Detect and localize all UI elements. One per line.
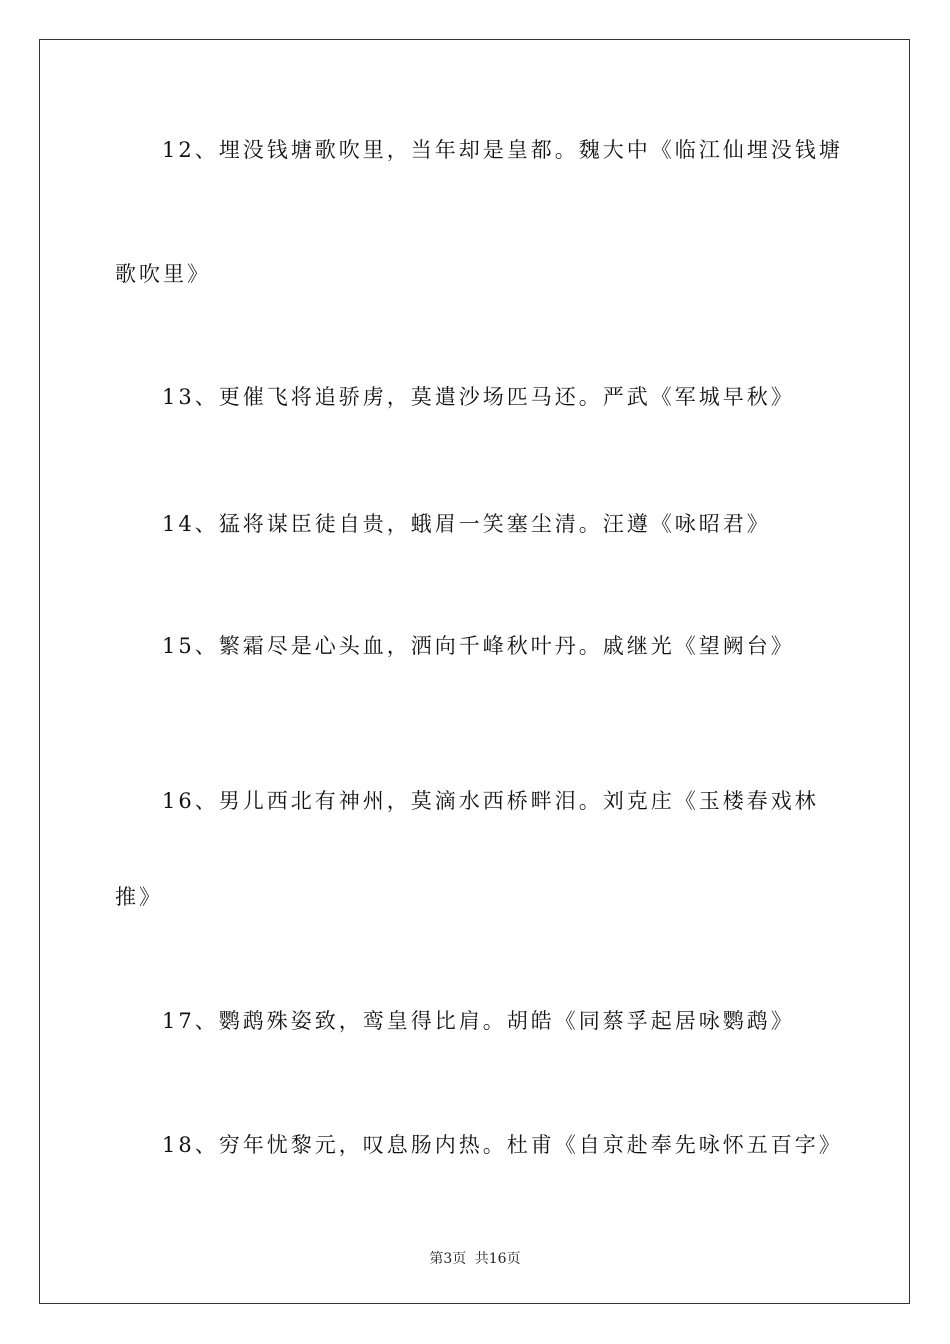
paragraph-13: 13、更催飞将追骄虏，莫遣沙场匹马还。严武《军城早秋》 xyxy=(162,385,795,409)
paragraph-17: 17、鹦鹉殊姿致，鸾皇得比肩。胡皓《同蔡孚起居咏鹦鹉》 xyxy=(162,1009,795,1033)
paragraph-16-line-1: 16、男儿西北有神州，莫滴水西桥畔泪。刘克庄《玉楼春戏林 xyxy=(162,789,819,813)
page-border xyxy=(39,39,910,1304)
paragraph-15: 15、繁霜尽是心头血，洒向千峰秋叶丹。戚继光《望阙台》 xyxy=(162,634,795,658)
paragraph-16-line-2: 推》 xyxy=(115,885,163,909)
page-number: 第3页 xyxy=(429,1251,467,1267)
paragraph-14: 14、猛将谋臣徒自贵，蛾眉一笑塞尘清。汪遵《咏昭君》 xyxy=(162,512,771,536)
paragraph-12-line-2: 歌吹里》 xyxy=(115,262,211,286)
page-footer xyxy=(0,1248,950,1268)
paragraph-12-line-1: 12、埋没钱塘歌吹里，当年却是皇都。魏大中《临江仙埋没钱塘 xyxy=(162,138,843,162)
paragraph-18: 18、穷年忧黎元，叹息肠内热。杜甫《自京赴奉先咏怀五百字》 xyxy=(162,1133,843,1157)
total-pages: 共16页 xyxy=(474,1251,521,1267)
